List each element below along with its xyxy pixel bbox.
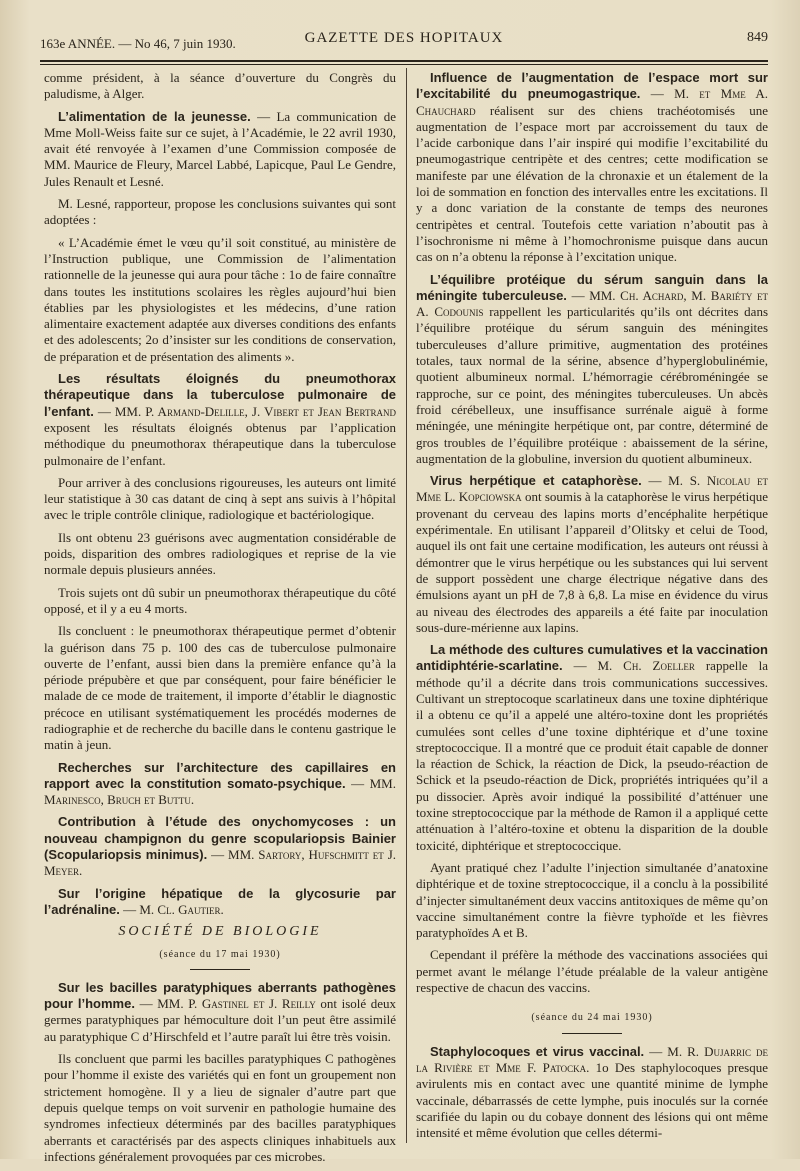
header-rule-thin <box>40 64 768 65</box>
article-authors: — M. Cl. Gautier. <box>123 901 224 917</box>
article-text: réalisent sur des chiens trachéotomisés une augmentation de l’espace mort par accroissement du taux de l’acide carbonique dans l’air inspiré qui modifie l’excitabilité du pneumogastrique centripète et des centres; cette modification se manifeste par une élévation de la chronaxie et un étalement de la loi de sommation en fonction des intervalles entre les excitations. Il y a donc variation de la constante de temps des neurones centripètes et central. Toutefois cette variation n’aboutit pas à l’isochronisme ni même à l’homochronisme puisque dans aucun cas on n’a obtenu la réponse à l’excitation unique. <box>416 102 768 265</box>
paragraph: M. Lesné, rapporteur, propose les conclusions suivantes qui sont adoptées : <box>44 196 396 228</box>
article-methode <box>416 642 768 854</box>
article-title: L’alimentation de la jeunesse. <box>58 108 251 124</box>
article-text: rappelle la méthode qu’il a décrite dans trois communications successives. Cultivant un streptocoque scarlatineux dans une toxine diphtérique il a obtenu ce qu’il a appelé une altéro-toxine dont les propriétés cumulées sont celles d’une toxine diphtérique et d’une toxine streptococcique. Il a montré que ce produit était capable de donner la réaction de Schick, la réaction de Dick, la pseudo-réaction de Schick et la pseudo-réaction de Dick, propriétés intriquées qu’il a pu dissocier. Après avoir indiqué la possibilité d’atténuer une toxine streptococcique par la méthode de Ramon il a appliqué cette atténuation à l’altéro-toxine et obtenu la disparition de la double toxicité, diphtérique et streptococcique. <box>416 658 768 853</box>
section-rule <box>562 1033 622 1034</box>
article-authors: — M. et Mme A. Chauchard <box>416 86 768 118</box>
article-title: L’équilibre protéique du sérum sanguin dans la méningite tuberculeuse. <box>416 271 768 303</box>
paragraph: Trois sujets ont dû subir un pneumothorax thérapeutique du côté opposé, et il y a eu 4 morts. <box>44 584 396 616</box>
article-pneumothorax <box>44 371 396 469</box>
right-column <box>416 70 768 1147</box>
article-title: Contribution à l’étude des onychomycoses : un nouveau champignon du genre scopulariopsis Bainier (Scopulariopsis minimus). <box>44 814 396 863</box>
article-espace-mort <box>416 70 768 266</box>
article-authors: — MM. P. Armand-Delille, J. Vibert et Jean Bertrand <box>97 403 397 419</box>
paragraph: Cependant il préfère la méthode des vaccinations associées qui permet avant le mélange l’étude préalable de la valeur antigène respective de chacun des vaccins. <box>416 947 768 996</box>
paragraph: Ils ont obtenu 23 guérisons avec augmentation considérable de poids, disparition des ombres radiologiques et reprise de la vie normale depuis plusieurs années. <box>44 529 396 578</box>
paragraph: Ils concluent que parmi les bacilles paratyphiques C pathogènes pour l’homme il existe des variétés qui en font un groupement non strictement homogène. Il y a lieu de signaler d’autre part que depuis quelque temps on voit survenir en pathologie humaine des syndromes infectieux déterminés par des bacilles paratyphiques aberrants et caractérisés par des aspects cliniques inhabituels aux infections généralement provoquées par ces microbes. <box>44 1051 396 1164</box>
issue-info: 163e ANNÉE. — No 46, 7 juin 1930. <box>40 36 236 51</box>
session-date: (séance du 17 mai 1930) <box>159 948 281 960</box>
article-authors: — M. R. Dujarric de la Rivière et Mme F. Patocka. <box>416 1043 768 1075</box>
paragraph: Ayant pratiqué chez l’adulte l’injection simultanée d’anatoxine diphtérique et de toxine streptococcique, il a conclu à la possibilité d’injecter simultanément deux vaccins antitoxiques de même qu’on vaccine simultanément contre la fièvre typhoïde et les fièvres paratyphoïdes A et B. <box>416 859 768 941</box>
journal-title: GAZETTE DES HOPITAUX <box>304 30 504 46</box>
article-virus <box>416 473 768 636</box>
article-authors: — MM. Marinesco, Bruch et Buttu. <box>44 775 396 808</box>
article-bacilles <box>44 980 396 1045</box>
left-column <box>44 70 396 1171</box>
society-title: SOCIÉTÉ DE BIOLOGIE <box>118 924 322 940</box>
article-authors: — M. S. Nicolau et Mme L. Kopciowska <box>416 473 768 505</box>
article-authors: — MM. Sartory, Hufschmitt et J. Meyer. <box>44 847 397 879</box>
article-title: Sur les bacilles paratyphiques aberrants pathogènes pour l’homme. <box>44 979 396 1012</box>
article-glycosurie <box>44 886 396 919</box>
header-rule <box>40 60 768 62</box>
paragraph: comme président, à la séance d’ouverture du Congrès du paludisme, à Alger. <box>44 70 396 102</box>
article-text: 1o Des staphylocoques presque avirulents mis en contact avec une quantité minime de lymphe vaccinale, débarrassés de cette lymphe, puis inoculés sur la cornée scarifiée du lapin ou du cobaye donnent des lésions qui ont même intensité et même évolution que celles détermi- <box>416 1059 768 1141</box>
page-number: 849 <box>747 30 768 45</box>
article-authors: — M. Ch. Zoeller <box>573 658 695 674</box>
article-authors: — MM. Ch. Achard, M. Bariéty et A. Codounis <box>416 287 769 320</box>
page-header <box>40 30 768 56</box>
article-text: — La communication de Mme Moll-Weiss faite sur ce sujet, à l’Académie, le 22 avril 1930, avait été renvoyée à l’examen d’une Commission composée de MM. Maurice de Fleury, Marcel Labbé, Lapicque, Paul Le Gendre, Jules Renault et Lesné. <box>44 108 396 189</box>
article-capillaires <box>44 760 396 809</box>
article-alimentation <box>44 109 396 190</box>
article-text: ont isolé deux germes paratyphiques par hémoculture doit l’un peut être assimilé au paratyphique C d’Hirschfeld et l’autre paraît lui être très voisin. <box>44 996 397 1044</box>
article-title: Recherches sur l’architecture des capillaires en rapport avec la constitution somato-psychique. <box>44 759 396 791</box>
article-title: La méthode des cultures cumulatives et la vaccination antidiphtérie-scarlatine. <box>416 642 768 674</box>
article-authors: — MM. P. Gastinel et J. Reilly <box>139 996 316 1012</box>
column-divider <box>406 68 407 1143</box>
article-title: Virus herpétique et cataphorèse. <box>430 473 642 489</box>
article-text: ont soumis à la cataphorèse le virus herpétique provenant du cerveau des lapins morts d’encéphalite herpétique expérimentale. En utilisant l’appareil d’Olitsky et celui de Tood, auquel ils ont fait une certaine modification, les auteurs ont réussi à démontrer que le virus herpétique ou les substances qui lui servent de support possèdent une charge électrique négative dans des émulsions ayant un pH de 7,8 à 6,8. La mise en évidence du virus au niveau des électrodes des appareils a été faite par inoculation sous-dure-mérienne aux lapins. <box>416 489 768 635</box>
paragraph: Ils concluent : le pneumothorax thérapeutique permet d’obtenir la guérison dans 75 p. 100 des cas de tuberculose pulmonaire ouverte de l’enfant, aussi bien dans la première enfance qu’à la période prépubère et que par conséquent, pour faire bénéficier le malade de ce mode de traitement, il importe d’établir le diagnostic précoce en utilisant systématiquement les procédés modernes de radiographie et de recherche du bacille dans le contenu gastrique le matin à jeun. <box>44 623 396 753</box>
article-onychomycoses <box>44 814 396 879</box>
article-text: rappellent les particularités qu’ils ont décrites dans l’équilibre protéique du sérum sanguin des méningites tuberculeuses d’allure primitive, augmentation des protéines totales, taux normal de la sérine, absence d’hyperglobulinémie, quotient albumineux normal. L’hémorragie cérébroméningée se rapproche, sur ce point, des méningites tuberculeuses. Un abcès froid cérébelleux, une insuffisance surrénale aiguë à forme méningée, une méningite herpétique ont, par contre, déterminé de gros troubles de l’équilibre protéique : abaissement de la sérine, augmentation de la globuline, inversion du quotient albumineux. <box>416 304 769 466</box>
article-title: Influence de l’augmentation de l’espace mort sur l’excitabilité du pneumogastrique. <box>416 70 768 102</box>
article-equilibre <box>416 272 768 468</box>
article-text: exposent les résultats éloignés obtenus par l’application méthodique du pneumothorax thérapeutique dans la tuberculose pulmonaire de l’enfant. <box>44 419 396 468</box>
section-rule <box>190 969 250 970</box>
paragraph: Pour arriver à des conclusions rigoureuses, les auteurs ont limité leur statistique à 30 cas datant de cinq à sept ans suivis à l’hôpital avec le triple contrôle clinique, radiologique et bactériologique. <box>44 474 396 523</box>
quote-paragraph: « L’Académie émet le vœu qu’il soit constitué, au ministère de l’Instruction publique, une Commission de l’alimentation rationnelle de la jeunesse qui aura pour tâche : 1o de faire connaître dans toutes les institutions scolaires les règles aujourd’hui bien établies par les physiologistes et les médecins, d’une ration alimentaire exactement adaptée aux diverses conditions des enfants et des adolescents; 2o d’insister sur les conditions de conservation, de préparation et de présentation des aliments ». <box>44 234 396 364</box>
article-title: Les résultats éloignés du pneumothorax thérapeutique dans la tuberculose pulmonaire de l’enfant. <box>44 371 396 419</box>
article-title: Sur l’origine hépatique de la glycosurie par l’adrénaline. <box>44 885 396 917</box>
article-title: Staphylocoques et virus vaccinal. <box>430 1043 645 1059</box>
session-date: (séance du 24 mai 1930) <box>531 1012 653 1024</box>
article-staphylocoques <box>416 1044 768 1142</box>
